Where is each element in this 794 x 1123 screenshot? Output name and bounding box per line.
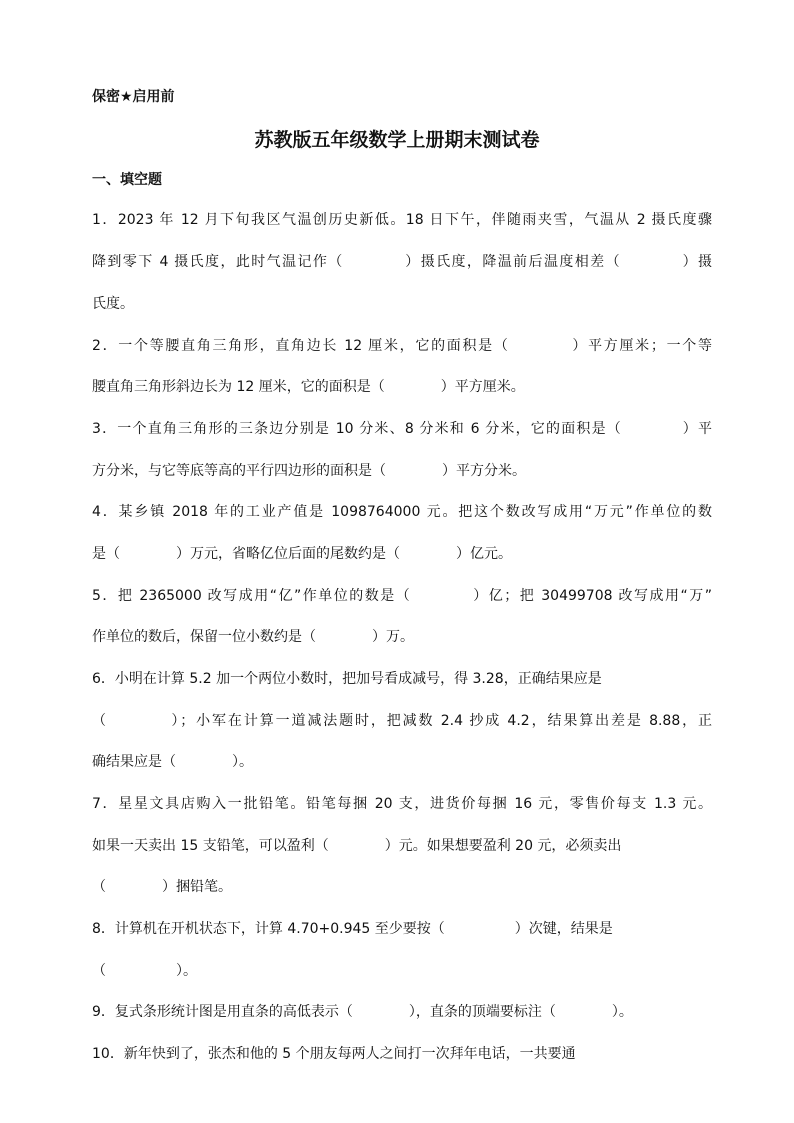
question-6-line-2: （ ）；小军在计算一道减法题时，把减数 2.4 抄成 4.2，结果算出差是 8.88，正 — [92, 713, 712, 729]
question-9-line-1: 9．复式条形统计图是用直条的高低表示（ ），直条的顶端要标注（ ）。 — [92, 1004, 633, 1020]
question-8-line-1: 8．计算机在开机状态下，计算 4.70+0.945 至少要按（ ）次键，结果是 — [92, 921, 613, 937]
question-3-line-1: 3．一个直角三角形的三条边分别是 10 分米、8 分米和 6 分米，它的面积是（ ）平 — [92, 421, 712, 437]
question-4-line-1: 4．某乡镇 2018 年的工业产值是 1098764000 元。把这个数改写成用“万元”作单位的数 — [92, 504, 712, 520]
section-heading: 一、填空题 — [92, 172, 162, 188]
question-5-line-1: 5．把 2365000 改写成用“亿”作单位的数是（ ）亿；把 30499708 改写成用“万” — [92, 588, 712, 604]
question-5-line-2: 作单位的数后，保留一位小数约是（ ）万。 — [92, 629, 414, 645]
question-2-line-1: 2．一个等腰直角三角形，直角边长 12 厘米，它的面积是（ ）平方厘米；一个等 — [92, 338, 712, 354]
question-7-line-2: 如果一天卖出 15 支铅笔，可以盈利（ ）元。如果想要盈利 20 元，必须卖出 — [92, 838, 622, 854]
question-8-line-2: （ ）。 — [92, 963, 197, 979]
question-4-line-2: 是（ ）万元，省略亿位后面的尾数约是（ ）亿元。 — [92, 546, 512, 562]
question-1-line-3: 氏度。 — [92, 296, 134, 312]
question-2-line-2: 腰直角三角形斜边长为 12 厘米，它的面积是（ ）平方厘米。 — [92, 379, 525, 395]
question-1-line-1: 1．2023 年 12 月下旬我区气温创历史新低。18 日下午，伴随雨夹雪，气温从 2 摄氏度骤 — [92, 212, 712, 228]
question-1-line-2: 降到零下 4 摄氏度，此时气温记作（ ）摄氏度，降温前后温度相差（ ）摄 — [92, 254, 712, 270]
confidential-label: 保密★启用前 — [92, 89, 175, 105]
question-10-line-1: 10．新年快到了，张杰和他的 5 个朋友每两人之间打一次拜年电话，一共要通 — [92, 1046, 576, 1062]
question-7-line-3: （ ）捆铅笔。 — [92, 879, 232, 895]
question-6-line-3: 确结果应是（ ）。 — [92, 754, 253, 770]
question-3-line-2: 方分米，与它等底等高的平行四边形的面积是（ ）平方分米。 — [92, 463, 526, 479]
question-7-line-1: 7．星星文具店购入一批铅笔。铅笔每捆 20 支，进货价每捆 16 元，零售价每支 1.3 元。 — [92, 796, 712, 812]
question-6-line-1: 6．小明在计算 5.2 加一个两位小数时，把加号看成减号，得 3.28，正确结果应是 — [92, 671, 602, 687]
page-title: 苏教版五年级数学上册期末测试卷 — [254, 129, 540, 151]
